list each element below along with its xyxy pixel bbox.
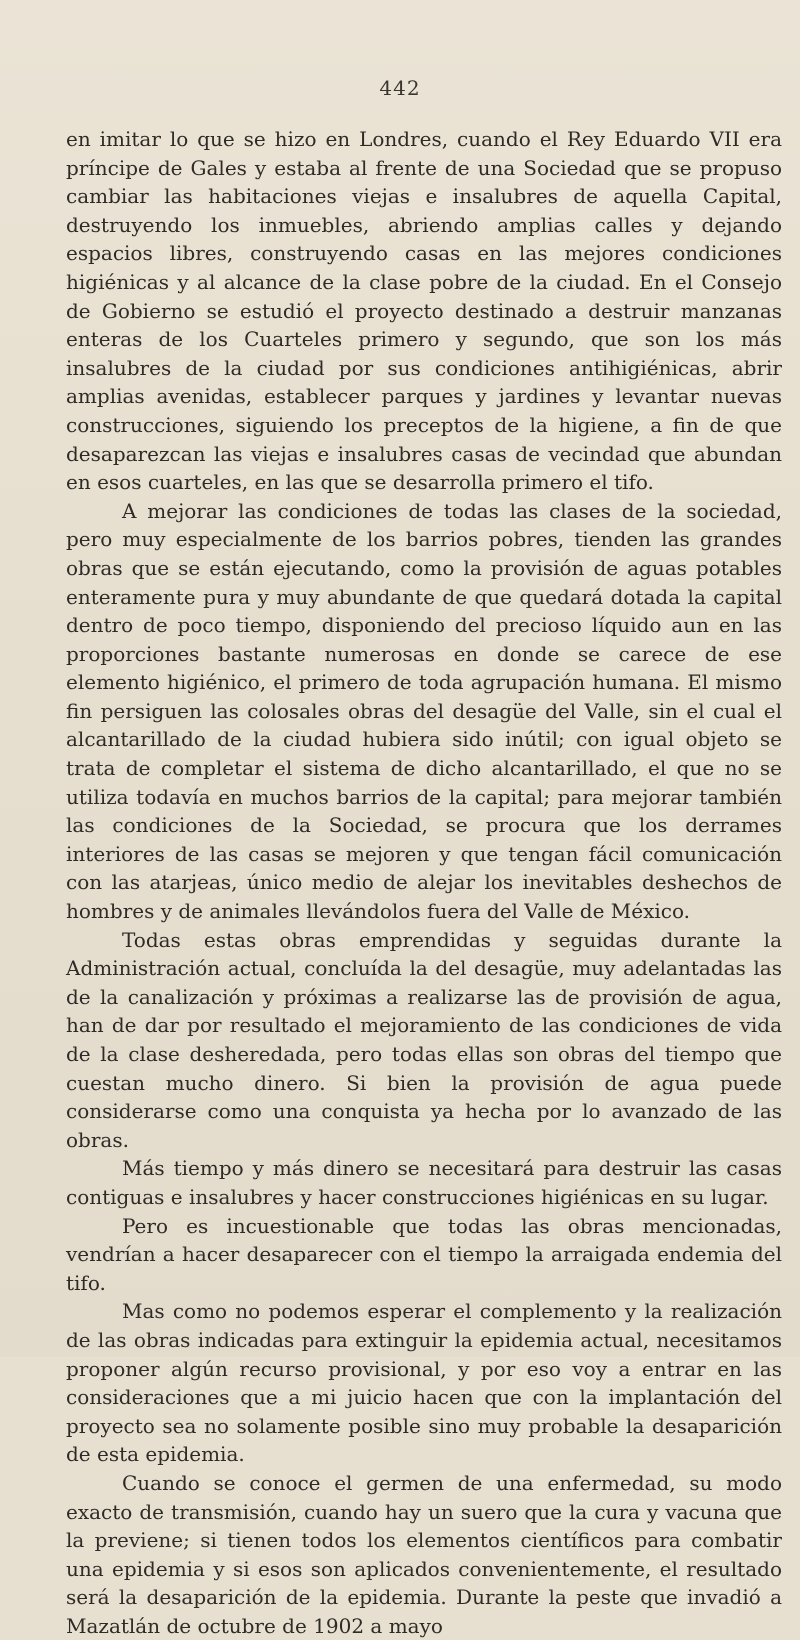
page-number: 442 — [379, 76, 421, 100]
paragraph: Más tiempo y más dinero se necesitará para destruir las casas contiguas e insalubres y hacer construcciones higiénicas en su lugar. — [66, 1156, 782, 1209]
body-text — [66, 125, 782, 1640]
paragraph: Todas estas obras emprendidas y seguidas durante la Administración actual, concluída la del desagüe, muy adelantadas las de la canalización y próximas a realizarse las de provisión de agua, han de dar por resultado el mejoramiento de las condiciones de vida de la clase desheredada, pero todas ellas son obras del tiempo que cuestan mucho dinero. Si bien la provisión de agua puede considerarse como una conquista ya hecha por lo avanzado de las obras. — [66, 927, 782, 1152]
paragraph: en imitar lo que se hizo en Londres, cuando el Rey Eduardo VII era príncipe de Gales y estaba al frente de una Sociedad que se propuso cambiar las habitaciones viejas e insalubres de aquella Capital, destruyendo los inmuebles, abriendo amplias calles y dejando espacios libres, construyendo casas en las mejores condiciones higiénicas y al alcance de la clase pobre de la ciudad. En el Consejo de Gobierno se estudió el proyecto destinado a destruir manzanas enteras de los Cuarteles primero y segundo, que son los más insalubres de la ciudad por sus condiciones antihigiénicas, abrir amplias avenidas, establecer parques y jardines y levantar nuevas construcciones, siguiendo los preceptos de la higiene, a fin de que desaparezcan las viejas e insalubres casas de vecindad que abundan en esos cuarteles, en las que se desarrolla primero el tifo. — [66, 127, 782, 495]
paragraph: A mejorar las condiciones de todas las clases de la sociedad, pero muy especialmente de los barrios pobres, tienden las grandes obras que se están ejecutando, como la provisión de aguas potables enteramente pura y muy abundante de que quedará dotada la capital dentro de poco tiempo, disponiendo del precioso líquido aun en las proporciones bastante numerosas en donde se carece de ese elemento higiénico, el primero de toda agrupación humana. El mismo fin persiguen las colosales obras del desagüe del Valle, sin el cual el alcantarillado de la ciudad hubiera sido inútil; con igual objeto se trata de completar el sistema de dicho alcantarillado, el que no se utiliza todavía en muchos barrios de la capital; para mejorar también las condiciones de la Sociedad, se procura que los derrames interiores de las casas se mejoren y que tengan fácil comunicación con las atarjeas, único medio de alejar los inevitables deshechos de hombres y de animales llevándolos fuera del Valle de México. — [66, 498, 782, 924]
paragraph: Cuando se conoce el germen de una enfermedad, su modo exacto de transmisión, cuando hay un suero que la cura y vacuna que la previene; si tienen todos los elementos científicos para combatir una epidemia y si esos son aplicados convenientemente, el resultado será la desaparición de la epidemia. Durante la peste que invadió a Mazatlán de octubre de 1902 a mayo — [66, 1470, 782, 1638]
paragraph: Mas como no podemos esperar el complemento y la realización de las obras indicadas para extinguir la epidemia actual, necesitamos proponer algún recurso provisional, y por eso voy a entrar en las consideraciones que a mi juicio hacen que con la implantación del proyecto sea no solamente posible sino muy probable la desaparición de esta epidemia. — [66, 1299, 782, 1467]
paragraph: Pero es incuestionable que todas las obras mencionadas, vendrían a hacer desaparecer con el tiempo la arraigada endemia del tifo. — [66, 1213, 782, 1295]
